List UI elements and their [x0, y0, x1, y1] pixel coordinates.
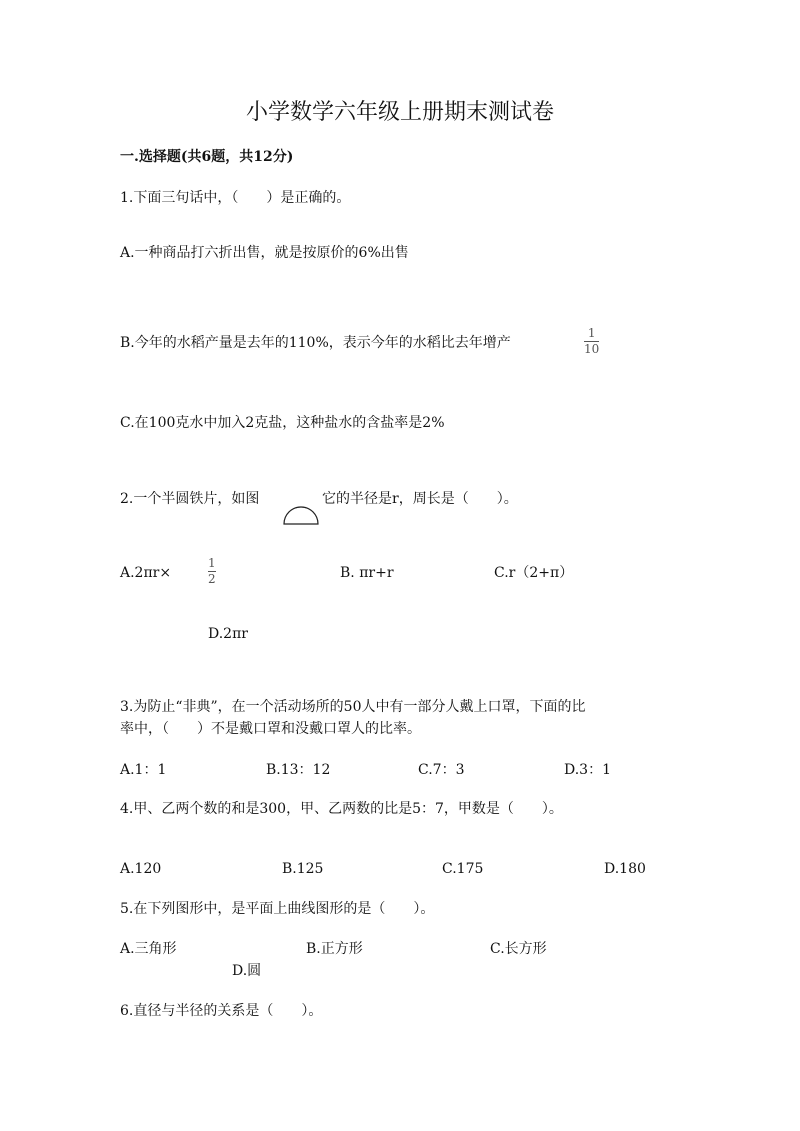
- question-2-stem-after: 它的半径是r，周长是（ ）。: [322, 491, 518, 507]
- question-3-option-b: B.13：12: [266, 762, 331, 778]
- question-4-stem: 4.甲、乙两个数的和是300，甲、乙两数的比是5：7，甲数是（ ）。: [120, 801, 563, 817]
- question-2-option-b: B. πr+r: [340, 565, 394, 581]
- page-title: 小学数学六年级上册期末测试卷: [245, 100, 554, 125]
- question-4-option-d: D.180: [604, 861, 646, 877]
- question-3-option-a: A.1：1: [120, 762, 167, 778]
- question-6-stem: 6.直径与半径的关系是（ ）。: [120, 1003, 323, 1019]
- question-5-option-d: D.圆: [232, 963, 262, 979]
- section-heading: 一.选择题(共6题，共12分): [120, 149, 294, 165]
- question-1-option-a: A.一种商品打六折出售，就是按原价的6%出售: [120, 245, 409, 261]
- question-5-stem: 5.在下列图形中，是平面上曲线图形的是（ ）。: [120, 901, 435, 917]
- question-1-stem: 1.下面三句话中，（ ）是正确的。: [120, 190, 351, 206]
- semicircle-figure: [282, 504, 320, 526]
- fraction-denominator: 2: [208, 572, 216, 586]
- question-5-option-a: A.三角形: [120, 941, 177, 957]
- question-2-option-c: C.r（2+π）: [494, 565, 574, 581]
- question-1-option-c: C.在100克水中加入2克盐，这种盐水的含盐率是2%: [120, 415, 445, 431]
- question-1-option-b: B.今年的水稻产量是去年的110%，表示今年的水稻比去年增产: [120, 335, 511, 351]
- fraction-numerator: 1: [208, 556, 216, 570]
- question-3-stem-line1: 3.为防止“非典”，在一个活动场所的50人中有一部分人戴上口罩，下面的比: [120, 699, 586, 715]
- question-4-option-b: B.125: [282, 861, 324, 877]
- question-2-option-d: D.2πr: [208, 626, 248, 642]
- question-1-fraction: [584, 327, 599, 356]
- question-2-fraction: [208, 557, 216, 586]
- question-3-option-d: D.3：1: [564, 762, 611, 778]
- question-2-stem-before: 2.一个半圆铁片，如图: [120, 491, 260, 507]
- question-4-option-c: C.175: [442, 861, 484, 877]
- question-4-option-a: A.120: [120, 861, 162, 877]
- question-3-stem-line2: 率中，（ ）不是戴口罩和没戴口罩人的比率。: [120, 721, 421, 737]
- question-2-option-a: A.2πr×: [120, 565, 172, 581]
- fraction-denominator: 10: [584, 342, 600, 356]
- fraction-numerator: 1: [587, 326, 596, 340]
- question-3-option-c: C.7：3: [418, 762, 465, 778]
- question-5-option-c: C.长方形: [490, 941, 547, 957]
- question-5-option-b: B.正方形: [306, 941, 363, 957]
